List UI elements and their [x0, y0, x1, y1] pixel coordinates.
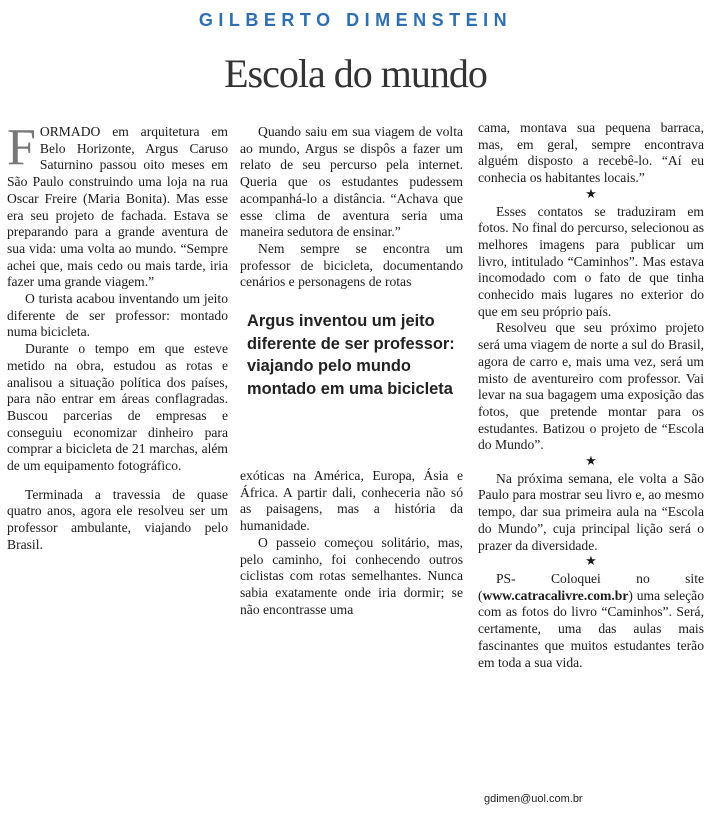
star-divider-icon: ★	[585, 454, 597, 470]
ps-suffix: ) uma seleção com as fotos do livro “Caminhos”. Será, certamente, uma das aulas mais fascinantes que muitos estudantes terão em toda a sua vida.	[478, 587, 704, 670]
column-2	[240, 124, 463, 291]
paragraph: Resolveu que seu próximo projeto será uma viagem de norte a sul do Brasil, agora de carro e, mais uma vez, será um misto de aventureiro com professor. Vai levar na sua bagagem uma exposição das fotos, que pretende montar para os estudantes. Batizou o projeto de “Escola do Mundo”.	[478, 320, 704, 453]
drop-cap: F	[7, 119, 36, 176]
paragraph: Terminada a travessia de quase quatro anos, agora ele resolveu ser um professor ambulante, viajando pelo Brasil.	[7, 486, 228, 552]
postscript	[478, 571, 704, 671]
paragraph: O passeio começou solitário, mas, pelo caminho, foi conhecendo outros ciclistas com rotas semelhantes. Nunca sabia exatamente onde iria dormir; se não encontrasse uma	[240, 534, 463, 617]
star-divider-icon: ★	[585, 554, 597, 570]
site-link[interactable]: www.catracalivre.com.br	[482, 587, 629, 603]
byline: GILBERTO DIMENSTEIN	[198, 10, 513, 30]
paragraph: Quando saiu em sua viagem de volta ao mundo, Argus se dispôs a fazer um relato de seu percurso pela internet. Queria que os estudantes pudessem acompanhá-lo a distância. “Achava que esse clima de aventura seria uma maneira sedutora de ensinar.”	[240, 124, 463, 240]
paragraph: Nem sempre se encontra um professor de bicicleta, documentando cenários e personagens de rotas	[240, 240, 463, 290]
column-1	[7, 119, 228, 554]
paragraph: cama, montava sua pequena barraca, mas, em geral, sempre encontrava alguém disposto a recebê-lo. “Aí eu conhecia os habitantes locais.”	[478, 120, 704, 186]
paragraph: Na próxima semana, ele volta a São Paulo para mostrar seu livro e, ao mesmo tempo, dar sua primeira aula na “Escola do Mundo”, cuja principal lição será o prazer da diversidade.	[478, 470, 704, 553]
paragraph	[7, 119, 228, 291]
paragraph: O turista acabou inventando um jeito diferente de ser professor: montado numa bicicleta.	[7, 291, 228, 340]
paragraph: exóticas na América, Europa, Ásia e África. A partir dali, conheceria não só as paisagens, mas a história da humanidade.	[240, 468, 463, 534]
paragraph-text: em arquitetura em Belo Horizonte, Argus Caruso Saturnino passou oito meses em São Paulo construindo uma loja na rua Oscar Freire (Maria Bonita). Mas esse era seu projeto de fachada. Estava se preparando para a grande aventura de sua vida: uma volta ao mundo. “Sempre achei que, mais cedo ou mais tarde, iria fazer uma grande viagem.”	[7, 124, 228, 290]
lead-word: ORMADO	[39, 124, 101, 139]
pull-quote: Argus inventou um jeito diferente de ser professor: viajando pelo mundo montado em uma bicicleta	[247, 312, 455, 398]
star-divider-icon: ★	[585, 186, 597, 202]
author-email[interactable]: gdimen@uol.com.br	[484, 793, 583, 805]
ps-prefix: PS- Coloquei no site (	[478, 570, 704, 603]
headline: Escola do mundo	[224, 51, 487, 96]
paragraph: Esses contatos se traduziram em fotos. No final do percurso, selecionou as melhores imagens para publicar um livro, intitulado “Caminhos”. Mas estava incomodado com o fato de que tinha conhecido mais lugares no exterior do que em seu próprio país.	[478, 203, 704, 319]
paragraph: Durante o tempo em que esteve metido na obra, estudou as rotas e analisou a situação política dos países, para não entrar em áreas conflagradas. Buscou parcerias de empresas e conseguiu economizar dinheiro para comprar a bicicleta de 21 marchas, além de um equipamento fotográfico.	[7, 341, 228, 474]
column-3	[478, 120, 704, 671]
column-2-continued	[240, 468, 463, 618]
